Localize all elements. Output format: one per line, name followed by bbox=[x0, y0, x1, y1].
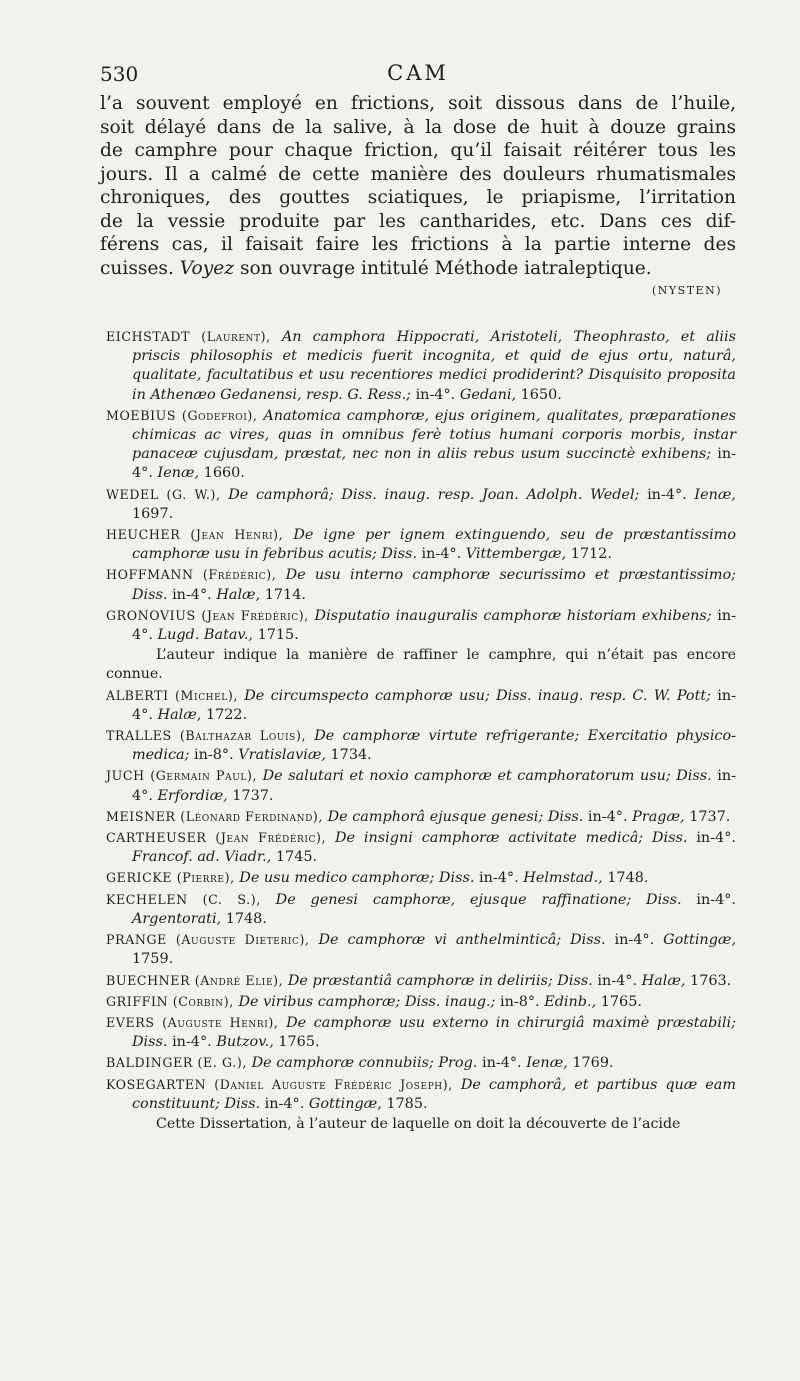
entry-title: De camphoræ virtute refrigerante; Exercitatio physico-medica; bbox=[132, 728, 737, 764]
entry-format: in-4°. bbox=[696, 891, 737, 908]
entry-author: WEDEL (G. W.), bbox=[106, 486, 221, 502]
entry-year: 1748. bbox=[607, 870, 649, 887]
entry-title: De camphorâ ejusque genesi; Diss. bbox=[327, 808, 584, 825]
bibliography-entry bbox=[106, 930, 736, 969]
lead-line: chroniques, des gouttes sciatiques, le priapisme, l’irritation bbox=[100, 187, 736, 208]
entry-title: De usu interno camphoræ securissimo et præstantissimo; Diss. bbox=[132, 567, 737, 603]
lead-line: jours. Il a calmé de cette manière des douleurs rhumatismales bbox=[100, 163, 736, 185]
entry-place: Edinb., bbox=[544, 993, 597, 1010]
entry-year: 1759. bbox=[132, 951, 174, 968]
entry-title: De camphoræ connubiis; Prog. bbox=[251, 1055, 478, 1072]
author-signature: (NYSTEN) bbox=[652, 284, 722, 297]
lead-line-last bbox=[100, 257, 736, 281]
entry-place: Pragæ, bbox=[632, 808, 685, 825]
entry-author: JUCH (Germain Paul), bbox=[106, 768, 258, 784]
bibliography-entry bbox=[106, 807, 736, 827]
entry-format: in-4°. bbox=[614, 932, 655, 949]
entry-author: KECHELEN (C. S.), bbox=[106, 891, 261, 907]
entry-author: HEUCHER (Jean Henri), bbox=[106, 527, 284, 543]
entry-author: GRONOVIUS (Jean Frédéric), bbox=[106, 607, 309, 623]
entry-place: Francof. ad. Viadr., bbox=[132, 849, 272, 866]
entry-year: 1697. bbox=[132, 505, 174, 522]
entry-author: GRIFFIN (Corbin), bbox=[106, 993, 234, 1009]
entry-author: HOFFMANN (Frédéric), bbox=[106, 567, 277, 583]
entry-title: De genesi camphoræ, ejusque raffinatione; Diss. bbox=[275, 891, 682, 908]
entry-year: 1650. bbox=[520, 386, 562, 403]
entry-author: CARTHEUSER (Jean Frédéric), bbox=[106, 830, 327, 846]
bibliography-entry bbox=[106, 1013, 736, 1052]
entry-title: De camphorâ, et partibus quæ eam constituunt; Diss. bbox=[132, 1076, 737, 1112]
entry-author: BALDINGER (E. G.), bbox=[106, 1055, 247, 1071]
entry-author: ALBERTI (Michel), bbox=[106, 687, 238, 703]
bibliography bbox=[100, 327, 736, 1134]
entry-year: 1722. bbox=[205, 706, 248, 723]
entry-year: 1745. bbox=[275, 849, 318, 866]
entry-author: EICHSTADT (Laurent), bbox=[106, 329, 271, 344]
bibliography-entry bbox=[106, 1053, 736, 1073]
bibliography-entry bbox=[106, 992, 736, 1012]
bibliography-entry bbox=[106, 828, 736, 867]
entry-year: 1769. bbox=[572, 1055, 614, 1072]
entry-format: in-4°. bbox=[132, 446, 736, 482]
entry-year: 1737. bbox=[689, 808, 731, 825]
entry-place: Helmstad., bbox=[523, 870, 603, 887]
entry-format: in-4°. bbox=[132, 768, 736, 804]
entry-year: 1765. bbox=[278, 1034, 320, 1051]
bibliography-entry bbox=[106, 726, 736, 765]
bibliography-entry bbox=[106, 686, 736, 725]
bibliography-entry bbox=[106, 606, 736, 645]
entry-format: in-4°. bbox=[597, 972, 638, 989]
bibliography-entry bbox=[106, 485, 736, 524]
entry-author: KOSEGARTEN (Daniel Auguste Frédéric Joseph), bbox=[106, 1076, 453, 1092]
entry-place: Halæ, bbox=[216, 586, 261, 603]
entry-title: De circumspecto camphoræ usu; Diss. inaug. resp. C. W. Pott; bbox=[244, 687, 712, 704]
entry-place: Ienæ, bbox=[157, 465, 200, 482]
entry-format: in-4°. bbox=[587, 808, 628, 825]
entry-title: De insigni camphoræ activitate medicâ; Diss. bbox=[335, 830, 688, 847]
running-head: CAM bbox=[387, 61, 449, 85]
entry-format: in-4°. bbox=[264, 1095, 305, 1112]
entry-place: Erfordiæ, bbox=[157, 787, 228, 804]
entry-format: in-4°. bbox=[647, 486, 687, 503]
entry-format: in-4°. bbox=[479, 870, 519, 887]
entry-place: Argentorati, bbox=[132, 910, 222, 927]
page-header bbox=[100, 58, 736, 92]
bibliography-entry bbox=[106, 1075, 736, 1114]
entry-year: 1748. bbox=[225, 910, 267, 927]
page-number: 530 bbox=[100, 62, 139, 86]
entry-format: in-4°. bbox=[415, 386, 456, 403]
entry-format: in-4°. bbox=[132, 687, 737, 723]
lead-line: férens cas, il faisait faire les frictions à la partie interne des bbox=[100, 234, 736, 255]
entry-author: PRANGE (Auguste Dieteric), bbox=[106, 932, 310, 948]
entry-place: Butzov., bbox=[216, 1034, 274, 1051]
entry-place: Gottingæ, bbox=[308, 1095, 382, 1112]
entry-title: Anatomica camphoræ, ejus originem, qualitates, præparationes chimicas ac vires, quas in omnibus ferè totius humani corporis morbis, instar panaceæ cujusdam, præstat, nec non in aliis rebus usum succinctè exhibens; bbox=[132, 407, 737, 463]
entry-format: in-4°. bbox=[481, 1055, 522, 1072]
entry-title: De viribus camphoræ; Diss. inaug.; bbox=[238, 993, 496, 1010]
entry-year: 1765. bbox=[600, 993, 642, 1010]
bibliography-entry bbox=[106, 525, 736, 564]
bibliography-entry bbox=[106, 868, 736, 888]
entry-title: De camphorâ; Diss. inaug. resp. Joan. Adolph. Wedel; bbox=[228, 486, 640, 503]
entry-author: EVERS (Auguste Henri), bbox=[106, 1014, 279, 1030]
entry-author: GERICKE (Pierre), bbox=[106, 870, 235, 886]
entry-title: De igne per ignem extinguendo, seu de præstantissimo camphoræ usu in febribus acutis; Diss. bbox=[132, 527, 736, 563]
entry-place: Lugd. Batav., bbox=[157, 627, 254, 644]
lead-line: de camphre pour chaque friction, qu’il faisait réitérer tous les bbox=[100, 140, 736, 161]
entry-year: 1660. bbox=[203, 465, 245, 482]
entry-format: in-4°. bbox=[132, 607, 736, 644]
entry-year: 1734. bbox=[330, 747, 372, 764]
entry-format: in-4°. bbox=[696, 830, 736, 847]
entry-year: 1712. bbox=[570, 546, 612, 563]
entry-title: De usu medico camphoræ; Diss. bbox=[239, 870, 475, 887]
entry-title: De camphoræ vi anthelminticâ; Diss. bbox=[318, 932, 606, 949]
bibliography-entry bbox=[106, 327, 736, 405]
entry-place: Ienæ, bbox=[526, 1055, 568, 1072]
entry-format: in-8°. bbox=[499, 993, 540, 1010]
entry-format: in-8°. bbox=[194, 747, 234, 764]
entry-title: De salutari et noxio camphoræ et camphoratorum usu; Diss. bbox=[262, 768, 712, 785]
entry-year: 1737. bbox=[232, 787, 274, 804]
entry-place: Vittembergæ, bbox=[465, 546, 567, 563]
entry-place: Halæ, bbox=[157, 706, 202, 723]
entry-title: De camphoræ usu externo in chirurgiâ maximè præstabili; Diss. bbox=[132, 1014, 736, 1051]
entry-author: BUECHNER (André Elie), bbox=[106, 972, 284, 988]
entry-place: Vratislaviæ, bbox=[238, 747, 326, 764]
entry-place: Ienæ, bbox=[694, 486, 736, 503]
entry-title: De præstantiâ camphoræ in deliriis; Diss. bbox=[287, 972, 593, 989]
entry-format: in-4°. bbox=[172, 1034, 212, 1051]
bibliography-entry bbox=[106, 971, 736, 991]
entry-author: TRALLES (Balthazar Louis), bbox=[106, 728, 307, 744]
entry-place: Gottingæ, bbox=[663, 932, 737, 949]
final-paragraph-line: Cette Dissertation, à l’auteur de laquelle on doit la découverte de l’acide bbox=[156, 1115, 681, 1132]
entry-year: 1715. bbox=[257, 627, 299, 644]
lead-line: l’a souvent employé en frictions, soit dissous dans de l’huile, bbox=[100, 93, 736, 114]
gronovius-note: L’auteur indique la manière de raffiner le camphre, qui n’était pas encore connue. bbox=[106, 647, 736, 683]
entry-year: 1714. bbox=[264, 586, 306, 603]
lead-line: de la vessie produite par les cantharides, etc. Dans ces dif- bbox=[100, 210, 736, 232]
lead-paragraph bbox=[100, 92, 736, 280]
entry-year: 1785. bbox=[386, 1095, 428, 1112]
entry-place: Halæ, bbox=[641, 972, 686, 989]
entry-author: MEISNER (Léonard Ferdinand), bbox=[106, 808, 324, 824]
entry-title: Disputatio inauguralis camphoræ historiam exhibens; bbox=[314, 607, 712, 624]
bibliography-entry bbox=[106, 766, 736, 805]
lead-line: soit délayé dans de la salive, à la dose de huit à douze grains bbox=[100, 116, 736, 138]
bibliography-entry bbox=[106, 406, 736, 484]
bibliography-entry bbox=[106, 890, 736, 929]
entry-author: MOEBIUS (Godefroi), bbox=[106, 407, 258, 423]
entry-format: in-4°. bbox=[421, 546, 462, 563]
page bbox=[100, 58, 736, 1134]
entry-place: Gedani, bbox=[459, 386, 517, 403]
bibliography-entry bbox=[106, 565, 736, 604]
entry-year: 1763. bbox=[690, 972, 732, 989]
entry-title: An camphora Hippocrati, Aristoteli, Theophrasto, et aliis priscis philosophis et medicis fuerit incognita, et quid de ejus ortu, naturâ, qualitate, facultatibus et usu recentiores medici prodiderint? Disquisito proposita in Athenæo Gedanensi, resp. G. Ress.; bbox=[132, 329, 736, 403]
lead-last-post: son ouvrage intitulé Méthode iatraleptique. bbox=[234, 257, 652, 279]
voyez-word: Voyez bbox=[179, 257, 235, 279]
lead-last-pre: cuisses. bbox=[100, 257, 180, 279]
entry-format: in-4°. bbox=[172, 586, 212, 603]
